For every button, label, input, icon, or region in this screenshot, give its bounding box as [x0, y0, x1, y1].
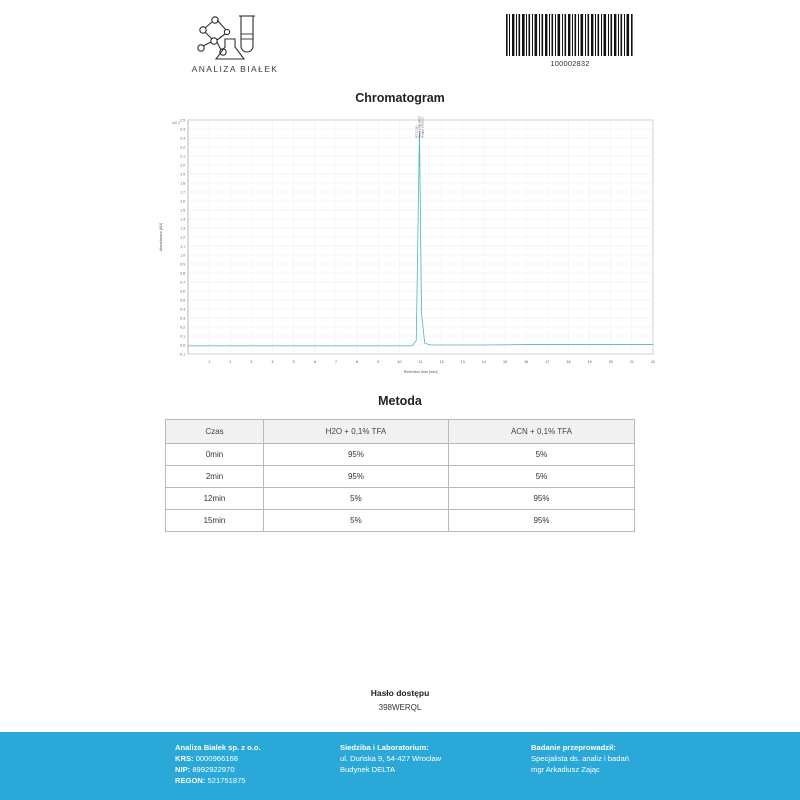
svg-text:1.6: 1.6: [180, 199, 185, 204]
svg-text:1.5: 1.5: [180, 208, 185, 213]
svg-text:0.4: 0.4: [180, 307, 185, 312]
svg-text:15: 15: [503, 360, 508, 364]
column-header-time: Czas: [166, 420, 264, 444]
svg-text:1.4: 1.4: [180, 217, 185, 222]
svg-text:-0.1: -0.1: [179, 352, 185, 357]
barcode-icon: [505, 14, 635, 56]
performed-by-title: Badanie przeprowadził:: [531, 743, 616, 752]
svg-text:2.1: 2.1: [180, 154, 185, 159]
svg-text:0.9: 0.9: [180, 262, 185, 267]
svg-text:17: 17: [545, 360, 550, 364]
company-nip: [175, 764, 325, 775]
cell-water: 95%: [264, 466, 449, 488]
svg-text:18: 18: [566, 360, 571, 364]
svg-text:16: 16: [524, 360, 529, 364]
cell-water: 5%: [264, 488, 449, 510]
svg-text:1.9: 1.9: [180, 172, 185, 177]
brand-name: ANALIZA BIAŁEK: [191, 64, 279, 74]
svg-text:8: 8: [356, 360, 359, 364]
access-password-block: [0, 688, 800, 712]
cell-water: 5%: [264, 510, 449, 532]
company-krs: [175, 753, 325, 764]
chromatogram-title: Chromatogram: [355, 91, 445, 105]
performed-by-name: mgr Arkadiusz Zając: [531, 765, 600, 774]
method-title: Metoda: [378, 394, 422, 408]
svg-text:Absorbance [AU]: Absorbance [AU]: [159, 222, 163, 252]
svg-text:1.8: 1.8: [180, 181, 185, 186]
table-row: [166, 488, 635, 510]
svg-text:22: 22: [651, 360, 655, 364]
cell-time: 0min: [166, 444, 264, 466]
footer-address-block: [340, 742, 520, 775]
nip-label: NIP:: [175, 765, 191, 774]
address-line-2: Budynek DELTA: [340, 765, 396, 774]
svg-text:2.4: 2.4: [180, 127, 185, 132]
regon-value: 521751875: [207, 776, 246, 785]
company-name: Analiza Białek sp. z o.o.: [175, 743, 261, 752]
address-line-1: ul. Duńska 9, 54-427 Wrocław: [340, 754, 442, 763]
brand-logo: [165, 8, 305, 74]
document-footer: [0, 732, 800, 800]
barcode-block: [505, 14, 635, 68]
cell-acn: 5%: [448, 444, 634, 466]
chromatogram-chart: [140, 112, 665, 384]
svg-text:2.3: 2.3: [180, 136, 185, 141]
svg-text:0.0: 0.0: [180, 343, 185, 348]
method-table: [165, 419, 635, 532]
svg-text:5: 5: [292, 360, 295, 364]
svg-text:0.6: 0.6: [180, 289, 185, 294]
footer-performed-by-block: [531, 742, 731, 775]
lab-flask-molecule-icon: [165, 8, 305, 62]
svg-text:13: 13: [460, 360, 465, 364]
svg-text:12: 12: [439, 360, 444, 364]
svg-text:Retention time [min]: Retention time [min]: [403, 370, 438, 374]
svg-text:1.0: 1.0: [180, 253, 185, 258]
cell-time: 2min: [166, 466, 264, 488]
cell-acn: 95%: [448, 510, 634, 532]
cell-acn: 5%: [448, 466, 634, 488]
table-row: [166, 510, 635, 532]
svg-text:1.7: 1.7: [180, 190, 185, 195]
footer-company-block: [175, 742, 325, 786]
svg-text:1: 1: [208, 360, 211, 364]
svg-text:6: 6: [313, 360, 316, 364]
svg-text:3: 3: [250, 360, 253, 364]
svg-text:0.3: 0.3: [180, 316, 185, 321]
krs-label: KRS:: [175, 754, 194, 763]
svg-text:0.2: 0.2: [180, 325, 185, 330]
svg-text:20: 20: [608, 360, 613, 364]
svg-text:1.1: 1.1: [180, 244, 185, 249]
svg-text:21: 21: [629, 360, 634, 364]
svg-text:9: 9: [377, 360, 380, 364]
svg-text:RT 11.00: RT 11.00: [414, 125, 419, 138]
svg-text:x10 3: x10 3: [172, 121, 180, 125]
krs-value: 0000966168: [195, 754, 238, 763]
svg-text:14: 14: [481, 360, 486, 364]
svg-text:2.5: 2.5: [180, 118, 185, 123]
table-row: [166, 444, 635, 466]
svg-text:19: 19: [587, 360, 592, 364]
column-header-acn: ACN + 0,1% TFA: [448, 420, 634, 444]
svg-text:1.3: 1.3: [180, 226, 185, 231]
svg-text:Height 2403.01: Height 2403.01: [420, 117, 425, 138]
performed-by-role: Specjalista ds. analiz i badań: [531, 754, 629, 763]
barcode-number: 100002832: [550, 59, 590, 68]
svg-text:11: 11: [418, 360, 423, 364]
cell-time: 12min: [166, 488, 264, 510]
svg-text:Area 1786.8872: Area 1786.8872: [417, 115, 422, 138]
svg-text:0.5: 0.5: [180, 298, 185, 303]
column-header-water: H2O + 0,1% TFA: [264, 420, 449, 444]
svg-text:0.8: 0.8: [180, 271, 185, 276]
svg-text:7: 7: [334, 360, 337, 364]
svg-text:2: 2: [229, 360, 232, 364]
access-password-label: Hasło dostępu: [370, 688, 430, 698]
access-password-value: 398WERQL: [378, 703, 422, 712]
svg-text:0.1: 0.1: [180, 334, 185, 339]
company-regon: [175, 775, 325, 786]
svg-text:10: 10: [397, 360, 402, 364]
table-header-row: [166, 420, 635, 444]
cell-acn: 95%: [448, 488, 634, 510]
address-title: Siedziba i Laboratorium:: [340, 743, 429, 752]
svg-text:1.2: 1.2: [180, 235, 185, 240]
chromatogram-plot: [140, 112, 665, 384]
table-row: [166, 466, 635, 488]
svg-text:4: 4: [271, 360, 274, 364]
svg-text:2.0: 2.0: [180, 163, 185, 168]
regon-label: REGON:: [175, 776, 206, 785]
document-header: [0, 0, 800, 92]
svg-text:2.2: 2.2: [180, 145, 185, 150]
cell-water: 95%: [264, 444, 449, 466]
nip-value: 8992922970: [192, 765, 235, 774]
cell-time: 15min: [166, 510, 264, 532]
svg-text:0.7: 0.7: [180, 280, 185, 285]
